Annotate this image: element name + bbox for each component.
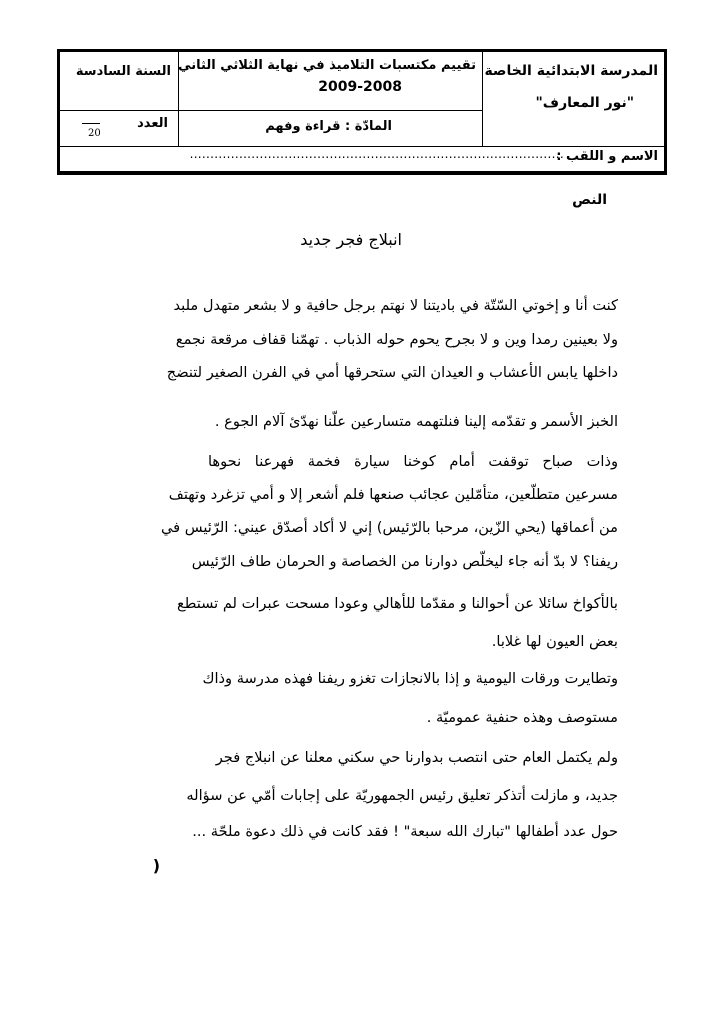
subject-cell <box>178 111 482 147</box>
exam-title: تقييم مكتسبات التلاميذ في نهاية الثلاثي الثاني <box>178 58 476 73</box>
name-label: الاسم و اللقب : <box>556 149 658 164</box>
passage-line: وذات صباح توقفت أمام كوخنا سيارة فخمة فهرعنا نحوها <box>207 453 618 470</box>
passage-line: مستوصف وهذه حنفية عموميّة . <box>426 709 618 726</box>
passage-line: حول عدد أطفالها "تبارك الله سبعة" ! فقد كانت في ذلك دعوة ملحّة ... <box>192 823 618 840</box>
exam-header-table <box>57 49 667 175</box>
passage-line: بالأكواخ سائلا عن أحوالنا و مقدّما للأهالي وعودا مسحت عبرات لم تستطع <box>176 595 618 612</box>
passage-line: من أعماقها (يحي الزّين، مرحبا بالرّئيس) إني لا أكاد أصدّق عيني: الرّئيس في <box>160 519 618 536</box>
school-subname: "نور المعارف" <box>535 95 634 111</box>
passage-line: ريفنا؟ لا بدّ أنه جاء ليخلّص دوارنا من الخصاصة و الحرمان طاف الرّئيس <box>191 553 618 570</box>
passage-line: جديد، و مازلت أتذكر تعليق رئيس الجمهوريّة على إجابات أمّي عن سؤاله <box>186 787 618 804</box>
exam-title-cell <box>178 52 482 111</box>
passage-line: مسرعين متطلّعين، متأمّلين عجائب صنعها فلم أشعر إلا و أمي تزغرد وتهتف <box>168 486 618 503</box>
passage-line: كنت أنا و إخوتي السّتّة في باديتنا لا نهتم برجل حافية و لا بشعر متهدل ملبد <box>173 297 618 314</box>
passage-line: ( <box>152 856 160 875</box>
passage-line: داخلها يابس الأعشاب و العيدان التي ستحرقها أمي في الفرن الصغير لتنضج <box>166 364 618 381</box>
text-title: انبلاج فجر جديد <box>300 230 402 249</box>
grade-cell <box>60 52 178 111</box>
section-label: النص <box>572 192 607 208</box>
score-fraction-line <box>82 123 100 124</box>
name-dots: ........................................................................................... <box>189 147 564 161</box>
score-denominator: 20 <box>88 128 101 139</box>
subject-label: المادّة : قراءة وفهم <box>265 119 392 134</box>
passage-line: بعض العيون لها غلابا. <box>491 633 618 650</box>
grade-label: السنة السادسة <box>75 64 171 79</box>
score-cell <box>60 111 178 147</box>
passage-line: وتطايرت ورقات اليومية و إذا بالانجازات تغزو ريفنا فهذه مدرسة وذاك <box>202 670 618 687</box>
name-row <box>60 147 664 171</box>
school-cell <box>482 52 664 147</box>
passage-line: ولا بعينين رمدا وين و لا بجرح يحوم حوله الذباب . تهمّنا قفاف مرقعة نجمع <box>175 331 618 348</box>
passage-line: الخبز الأسمر و تقدّمه إلينا فنلتهمه متسارعين علّنا نهدّئ آلام الجوع . <box>214 413 618 430</box>
school-name: المدرسة الابتدائية الخاصة <box>484 63 658 79</box>
passage-line: ولم يكتمل العام حتى انتصب بدوارنا حي سكني معلنا عن انبلاج فجر <box>215 749 618 766</box>
exam-year: 2009-2008 <box>318 79 402 95</box>
score-label: العدد <box>137 116 168 131</box>
